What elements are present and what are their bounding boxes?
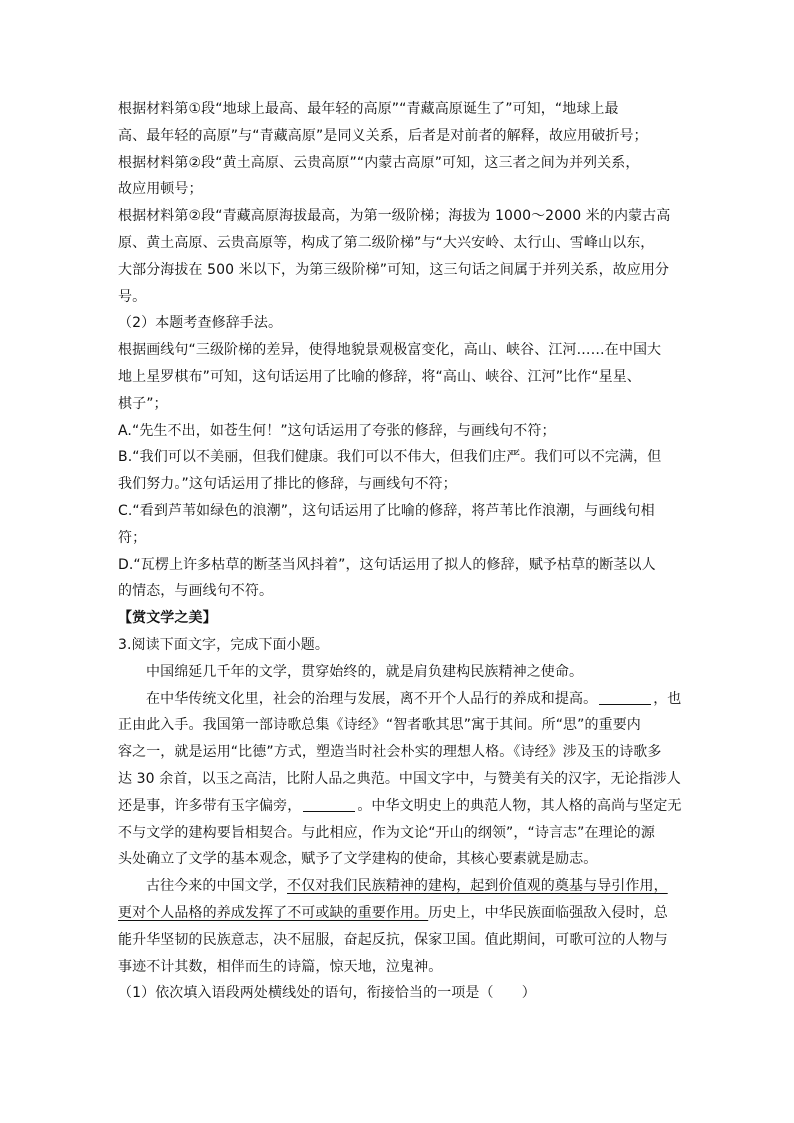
passage-text: 在中华传统文化里，社会的治理与发展，离不开个人品行的养成和提高。 xyxy=(146,690,598,707)
fill-in-blank-1 xyxy=(599,691,651,705)
document-page xyxy=(118,96,680,1007)
text-line: 符； xyxy=(118,529,147,546)
option-b-analysis: B.“我们可以不美丽，但我们健康。我们可以不伟大，但我们庄严。我们可以不完满，但 xyxy=(118,449,662,466)
question-intro: 3.阅读下面文字，完成下面小题。 xyxy=(118,636,329,653)
text-line: 故应用顿号； xyxy=(118,181,203,198)
text-line: 棋子”； xyxy=(118,395,168,412)
text-line: 正由此入手。我国第一部诗歌总集《诗经》“智者歌其思”寓于其间。所“思”的重要内 xyxy=(118,717,641,734)
section-heading: 【赏文学之美】 xyxy=(118,610,217,627)
passage-text: 历史上，中华民族面临强敌入侵时，总 xyxy=(428,904,668,921)
passage-paragraph-3 xyxy=(118,873,680,900)
text-line: 事迹不计其数，相伴而生的诗篇，惊天地，泣鬼神。 xyxy=(118,958,443,975)
passage-text: 。中华文明史上的典范人物，其人格的高尚与坚定无 xyxy=(357,797,682,814)
option-d-analysis: D.“瓦楞上许多枯草的断茎当风抖着”，这句话运用了拟人的修辞，赋予枯草的断茎以人 xyxy=(118,556,656,573)
text-line: 根据材料第①段“地球上最高、最年轻的高原”“青藏高原诞生了”可知，“地球上最 xyxy=(118,101,619,117)
text-line: 能升华坚韧的民族意志，决不屈服，奋起反抗，保家卫国。值此期间，可歌可泣的人物与 xyxy=(118,931,668,948)
option-c-analysis: C.“看到芦苇如绿色的浪潮”，这句话运用了比喻的修辞，将芦苇比作浪潮，与画线句相 xyxy=(118,502,655,519)
text-line: 号。 xyxy=(118,288,147,305)
passage-paragraph-1: 中国绵延几千年的文学，贯穿始终的，就是肩负建构民族精神之使命。 xyxy=(146,663,584,680)
text-line: 头处确立了文学的基本观念，赋予了文学建构的使命，其核心要素就是励志。 xyxy=(118,851,598,868)
text-line: 地上星罗棋布”可知，这句话运用了比喻的修辞，将“高山、峡谷、江河”比作“星星、 xyxy=(118,368,641,385)
text-line xyxy=(118,793,680,820)
text-line: 原、黄土高原、云贵高原等，构成了第二级阶梯”与“大兴安岭、太行山、雪峰山以东， xyxy=(118,234,655,251)
passage-text: 古往今来的中国文学， xyxy=(146,878,287,895)
text-line: 根据材料第②段“青藏高原海拔最高，为第一级阶梯；海拔为 1000～2000 米的内蒙古高 xyxy=(118,208,671,225)
text-line: （2）本题考查修辞手法。 xyxy=(118,315,283,332)
text-line: 的情态，与画线句不符。 xyxy=(118,583,274,600)
text-line: 容之一，就是运用“比德”方式，塑造当时社会朴实的理想人格。《诗经》涉及玉的诗歌多 xyxy=(118,744,662,761)
option-a-analysis: A.“先生不出，如苍生何！”这句话运用了夸张的修辞，与画线句不符； xyxy=(118,422,556,439)
text-line: 高、最年轻的高原”与“青藏高原”是同义关系，后者是对前者的解释，故应用破折号； xyxy=(118,127,648,144)
passage-text: ，也 xyxy=(653,690,682,707)
underlined-sentence: 更对个人品格的养成发挥了不可或缺的重要作用。 xyxy=(118,904,429,921)
fill-in-blank-2 xyxy=(303,798,355,812)
text-line: 不与文学的建构要旨相契合。与此相应，作为文论“开山的纲领”，“诗言志”在理论的源 xyxy=(118,824,656,841)
text-line: 根据材料第②段“黄土高原、云贵高原”“内蒙古高原”可知，这三者之间为并列关系， xyxy=(118,154,640,171)
sub-question-1: （1）依次填入语段两处横线处的语句，衔接恰当的一项是（ ） xyxy=(118,985,536,1002)
passage-text: 还是事，许多带有玉字偏旁， xyxy=(118,797,302,814)
underlined-sentence: 不仅对我们民族精神的建构，起到价值观的奠基与导引作用， xyxy=(287,878,668,895)
passage-paragraph-2 xyxy=(118,686,680,713)
text-line: 大部分海拔在 500 米以下，为第三级阶梯”可知，这三句话之间属于并列关系，故应用分 xyxy=(118,261,670,278)
text-line: 达 30 余首，以玉之高洁，比附人品之典范。中国文字中，与赞美有关的汉字，无论指涉人 xyxy=(118,770,681,787)
text-line: 我们努力。”这句话运用了排比的修辞，与画线句不符； xyxy=(118,476,457,493)
text-line xyxy=(118,900,680,927)
text-line: 根据画线句“三级阶梯的差异，使得地貌景观极富变化，高山、峡谷、江河……在中国大 xyxy=(118,342,662,359)
